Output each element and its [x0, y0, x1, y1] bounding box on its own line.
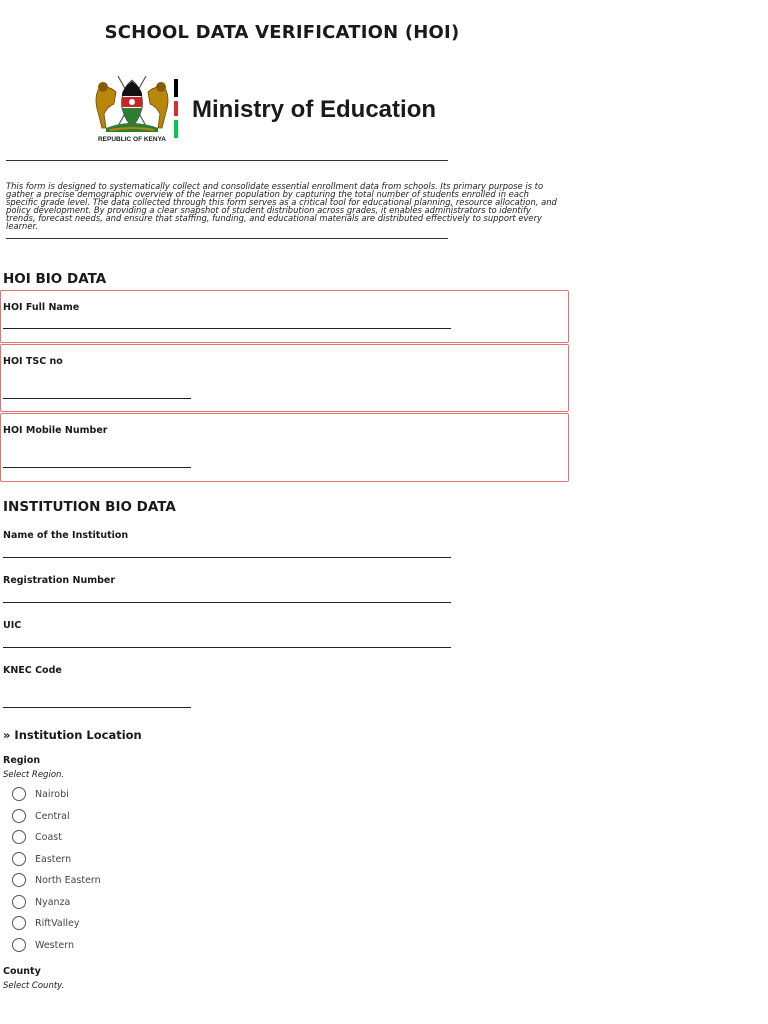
hoi-full-name-input[interactable]: [3, 328, 451, 329]
radio-button[interactable]: [12, 873, 26, 887]
hoi-full-name-box: [0, 290, 569, 343]
knec-code-label: KNEC Code: [3, 665, 62, 676]
region-option-label: Eastern: [35, 853, 72, 865]
institution-name-input[interactable]: [3, 557, 451, 558]
radio-button[interactable]: [12, 787, 26, 801]
radio-button[interactable]: [12, 895, 26, 909]
region-option-riftvalley[interactable]: [12, 914, 79, 932]
registration-number-input[interactable]: [3, 602, 451, 603]
radio-button[interactable]: [12, 938, 26, 952]
region-option-label: Western: [35, 939, 74, 951]
logo-caption: REPUBLIC OF KENYA: [97, 136, 167, 143]
hoi-full-name-label: HOI Full Name: [3, 302, 80, 313]
county-hint: Select County.: [3, 981, 65, 991]
hoi-mobile-label: HOI Mobile Number: [3, 425, 108, 436]
hoi-tsc-box: [0, 344, 569, 412]
ministry-name: Ministry of Education: [192, 96, 437, 123]
hoi-tsc-input[interactable]: [3, 398, 191, 399]
region-option-label: Coast: [35, 831, 62, 843]
region-option-label: Nyanza: [35, 896, 71, 908]
page-title: SCHOOL DATA VERIFICATION (HOI): [104, 22, 460, 43]
ministry-logo: [92, 70, 492, 150]
location-heading: » Institution Location: [3, 728, 142, 742]
region-option-label: North Eastern: [35, 874, 101, 886]
intro-text: This form is designed to systematically collect and consolidate essential enrollment data from schools. Its primary purpose is to gather a precise demographic overview of the learner population by capturing the total number of students enrolled in each specific grade level. The data collected through this form serves as a critical tool for educational planning, resource allocation, and policy development. By providing a clear snapshot of student distribution across grades, it enables administrators to identify trends, forecast needs, and ensure that staffing, funding, and educational materials are distributed effectively to support every learner.: [6, 181, 557, 231]
divider-bottom: [6, 238, 448, 239]
region-option-label: Central: [35, 810, 70, 822]
knec-code-input[interactable]: [3, 707, 191, 708]
region-option-label: Nairobi: [35, 788, 69, 800]
uic-input[interactable]: [3, 647, 451, 648]
radio-button[interactable]: [12, 916, 26, 930]
region-option-nairobi[interactable]: [12, 785, 69, 803]
region-option-central[interactable]: [12, 807, 70, 825]
hoi-tsc-label: HOI TSC no: [3, 356, 63, 367]
region-option-nyanza[interactable]: [12, 893, 70, 911]
region-label: Region: [3, 755, 41, 766]
county-label: County: [3, 966, 41, 977]
uic-label: UIC: [3, 620, 22, 631]
radio-button[interactable]: [12, 830, 26, 844]
region-option-north-eastern[interactable]: [12, 871, 101, 889]
institution-name-label: Name of the Institution: [3, 530, 129, 541]
region-option-coast[interactable]: [12, 828, 62, 846]
region-option-label: RiftValley: [35, 917, 80, 929]
region-hint: Select Region.: [3, 770, 65, 780]
divider-top: [6, 160, 448, 161]
radio-button[interactable]: [12, 809, 26, 823]
coat-of-arms-icon: [92, 70, 172, 136]
radio-button[interactable]: [12, 852, 26, 866]
flag-stripe: [174, 79, 178, 138]
region-option-eastern[interactable]: [12, 850, 71, 868]
institution-section-heading: INSTITUTION BIO DATA: [3, 499, 176, 515]
hoi-section-heading: HOI BIO DATA: [3, 271, 107, 287]
registration-number-label: Registration Number: [3, 575, 116, 586]
hoi-mobile-input[interactable]: [3, 467, 191, 468]
hoi-mobile-box: [0, 413, 569, 482]
region-option-western[interactable]: [12, 936, 74, 954]
